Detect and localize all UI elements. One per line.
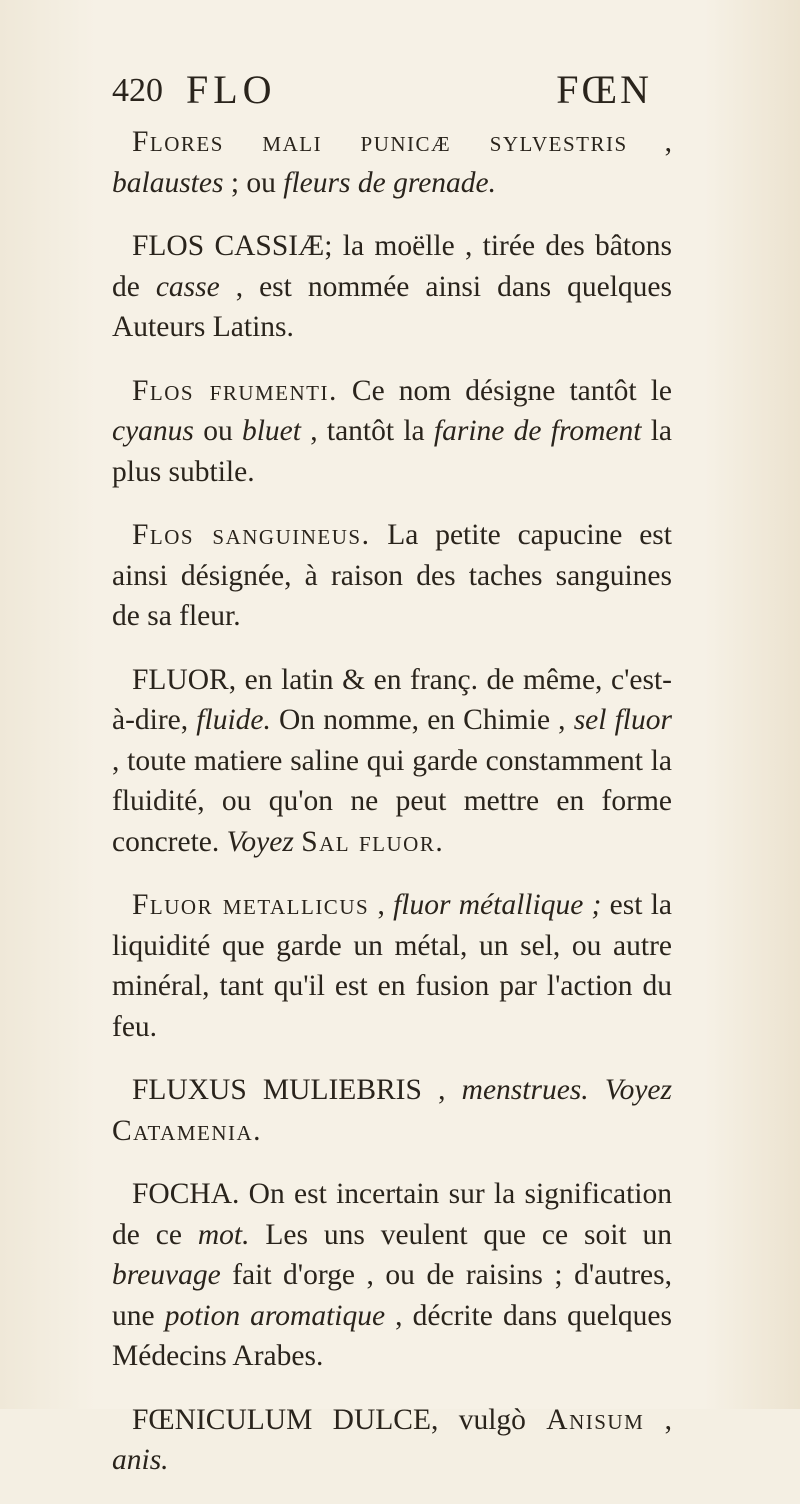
headword-smallcaps: Fluor metallicus: [132, 889, 370, 921]
entry-focha: [112, 1174, 672, 1377]
page-number: 420: [112, 72, 163, 109]
entry-text: ,: [369, 889, 394, 921]
italic-term: mot.: [197, 1218, 250, 1251]
entry-flores-mali: [112, 122, 672, 203]
entry-text: ; la moëlle , tirée des bâtons de: [112, 230, 673, 303]
running-header: [112, 66, 652, 114]
italic-term: anis.: [112, 1444, 169, 1476]
header-right-guideword: FŒN: [556, 67, 652, 112]
header-left-guideword: FLO: [186, 67, 277, 112]
italic-term: balaustes: [112, 166, 224, 199]
entry-text: Ce nom désigne tantôt le: [337, 374, 672, 407]
entry-foeniculum-dulce: [112, 1400, 672, 1481]
entry-text: Les uns veulent que ce soit un: [249, 1218, 673, 1251]
italic-term: farine de froment: [433, 415, 642, 447]
entry-text: , tantôt la: [300, 415, 434, 447]
entry-text: , est nommée ainsi dans quelques Auteurs Latins.: [112, 270, 672, 343]
italic-term: fleurs de grenade.: [283, 166, 497, 199]
entry-flos-frumenti: [112, 371, 672, 493]
italic-term: casse: [155, 270, 220, 303]
entry-text: est la liquidité que garde un métal, un sel, ou autre minéral, tant qu'il est en fusion par l'action du feu.: [112, 889, 673, 1043]
entry-text: On nomme, en Chimie ,: [270, 704, 574, 736]
headword-smallcaps: Flos frumenti.: [132, 374, 338, 407]
entry-text: FLUOR, en latin & en franç. de même, c'est-à-dire,: [112, 663, 672, 736]
entry-text: ; ou: [223, 166, 284, 199]
entry-text: FLUXUS MULIEBRIS ,: [132, 1074, 462, 1106]
entry-text: La petite capucine est ainsi désignée, à raison des taches sanguines de sa fleur.: [112, 519, 672, 632]
italic-term: sel fluor: [573, 704, 672, 736]
entry-text: ou: [193, 415, 242, 447]
entry-text: fait d'orge , ou de raisins ; d'autres, une: [112, 1259, 672, 1332]
headword-smallcaps: Flos sanguineus.: [132, 519, 371, 551]
entry-flos-sanguineus: [112, 515, 672, 637]
entry-fluor-metallicus: [112, 885, 672, 1047]
italic-term: cyanus: [112, 415, 194, 447]
entry-text: ,: [627, 126, 672, 158]
entry-fluxus-muliebris: [112, 1070, 672, 1151]
entry-text: ,: [644, 1403, 672, 1436]
italic-term: Voyez: [226, 825, 294, 858]
headword-smallcaps: Catamenia.: [112, 1114, 263, 1147]
entry-text: FŒNICULUM DULCE, vulgò: [132, 1403, 547, 1436]
entry-text: , décrite dans quelques Médecins Arabes.: [112, 1299, 672, 1372]
entry-text: [589, 1074, 605, 1106]
entry-text: FOCHA. On est incertain sur la signification de ce: [112, 1178, 672, 1251]
italic-term: fluide.: [196, 704, 271, 736]
italic-term: potion aromatique: [164, 1299, 386, 1332]
entry-text: FLOS CASSIÆ: [132, 230, 325, 262]
italic-term: bluet: [241, 415, 301, 447]
headword-smallcaps: Anisum: [546, 1403, 645, 1436]
dictionary-entries: [112, 122, 672, 1504]
italic-term: menstrues.: [461, 1074, 589, 1106]
entry-flos-cassiae: [112, 226, 672, 348]
headword-smallcaps: Sal fluor.: [301, 825, 445, 858]
entry-text: la plus subtile.: [112, 415, 672, 488]
italic-term: breuvage: [112, 1259, 221, 1291]
headword-smallcaps: Flores mali punicæ sylvestris: [132, 126, 628, 158]
entry-fluor: [112, 660, 672, 863]
italic-term: fluor métallique ;: [393, 889, 602, 921]
italic-term: Voyez: [604, 1074, 673, 1106]
entry-text: , toute matiere saline qui garde constamment la fluidité, ou qu'on ne peut mettre en forme concrete.: [112, 744, 672, 858]
